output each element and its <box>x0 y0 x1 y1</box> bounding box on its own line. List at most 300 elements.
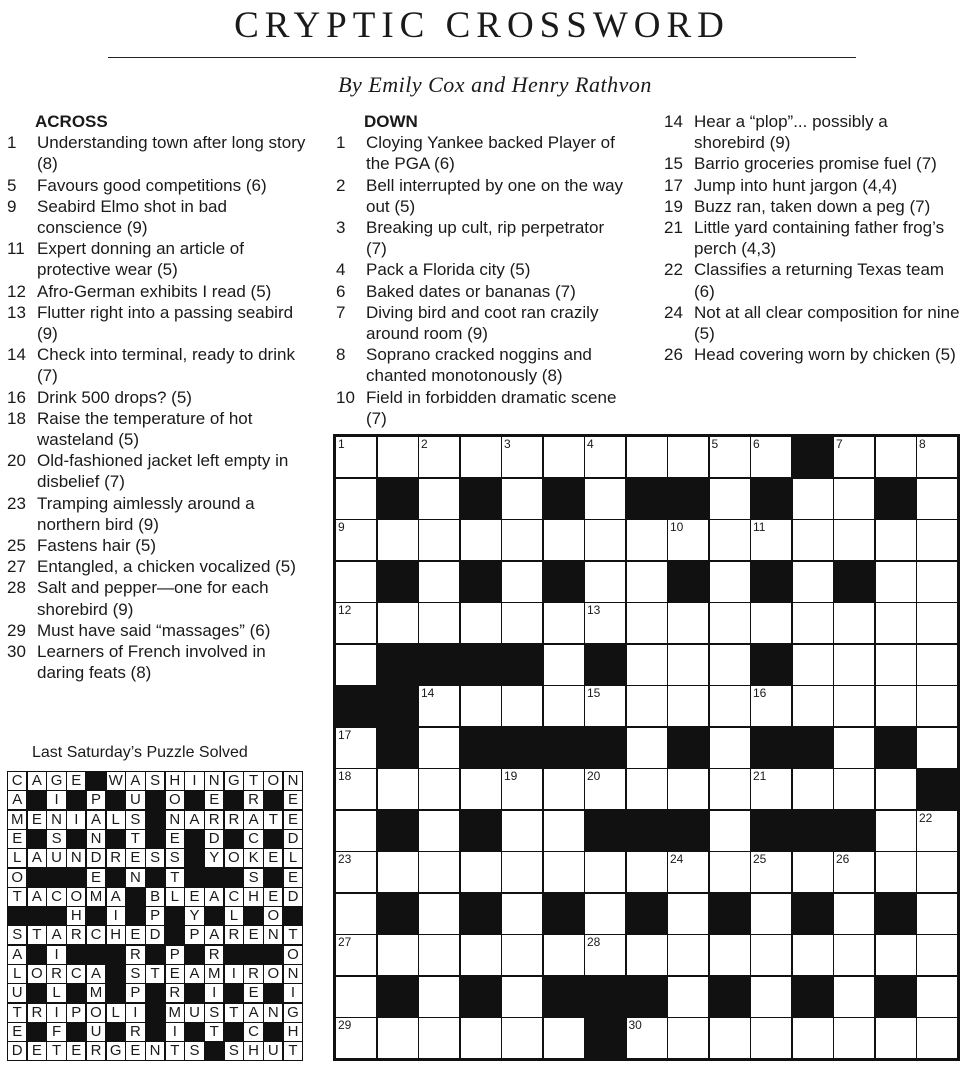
grid-cell[interactable] <box>668 894 708 934</box>
grid-cell[interactable] <box>627 645 667 685</box>
grid-cell[interactable] <box>585 935 625 975</box>
grid-cell[interactable] <box>627 437 667 477</box>
clue[interactable] <box>7 450 312 492</box>
clue[interactable] <box>664 196 962 217</box>
clue[interactable] <box>336 217 626 259</box>
grid-cell[interactable] <box>668 977 708 1017</box>
grid-block <box>751 562 791 602</box>
solved-letter: A <box>28 849 46 867</box>
grid-cell[interactable] <box>419 479 459 519</box>
grid-cell[interactable] <box>834 728 874 768</box>
solved-letter: N <box>166 811 184 829</box>
grid-cell[interactable] <box>793 686 833 726</box>
grid-cell[interactable] <box>876 562 916 602</box>
solved-letter: M <box>166 1004 184 1022</box>
grid-cell[interactable] <box>419 769 459 809</box>
grid-cell[interactable] <box>585 769 625 809</box>
solved-letter: T <box>225 1004 243 1022</box>
clue-number: 27 <box>7 557 26 577</box>
clue-text: Favours good competitions (6) <box>37 175 267 195</box>
solved-letter: T <box>244 772 262 790</box>
clue[interactable] <box>7 281 312 302</box>
grid-cell[interactable] <box>627 686 667 726</box>
clue-text: Raise the temperature of hot wasteland (5) <box>37 408 253 450</box>
grid-cell[interactable] <box>378 520 418 560</box>
grid-cell[interactable] <box>585 894 625 934</box>
solved-block <box>67 1023 85 1041</box>
grid-block <box>751 811 791 851</box>
grid-cell[interactable] <box>336 603 376 643</box>
solved-block <box>28 830 46 848</box>
solved-letter: T <box>166 1042 184 1060</box>
grid-cell[interactable] <box>668 769 708 809</box>
grid-cell[interactable] <box>378 852 418 892</box>
grid-cell[interactable] <box>793 562 833 602</box>
grid-cell[interactable] <box>585 479 625 519</box>
grid-cell[interactable] <box>461 686 501 726</box>
solved-letter: N <box>87 830 105 848</box>
grid-block <box>461 894 501 934</box>
solved-letter: L <box>284 849 302 867</box>
grid-cell[interactable] <box>917 479 957 519</box>
grid-block <box>917 769 957 809</box>
solved-letter: G <box>47 772 65 790</box>
grid-cell[interactable] <box>627 603 667 643</box>
grid-cell[interactable] <box>834 603 874 643</box>
clue[interactable] <box>7 577 312 619</box>
clue[interactable] <box>7 620 312 641</box>
solved-letter: O <box>284 946 302 964</box>
solved-letter: N <box>126 869 144 887</box>
solved-letter: E <box>205 791 223 809</box>
grid-cell[interactable] <box>378 437 418 477</box>
grid-cell[interactable] <box>585 520 625 560</box>
solved-letter: I <box>107 907 125 925</box>
grid-cell[interactable] <box>419 728 459 768</box>
solved-letter: N <box>284 772 302 790</box>
grid-cell[interactable] <box>917 686 957 726</box>
clue-number: 16 <box>7 387 26 407</box>
grid-cell[interactable] <box>876 603 916 643</box>
solved-letter: C <box>244 830 262 848</box>
grid-cell[interactable] <box>834 437 874 477</box>
grid-cell[interactable] <box>585 686 625 726</box>
grid-cell[interactable] <box>834 894 874 934</box>
grid-cell[interactable] <box>419 603 459 643</box>
grid-cell[interactable] <box>502 811 542 851</box>
clue[interactable] <box>664 153 962 174</box>
grid-cell[interactable] <box>876 645 916 685</box>
title-divider <box>108 57 856 58</box>
grid-cell[interactable] <box>668 686 708 726</box>
grid-cell[interactable] <box>876 935 916 975</box>
grid-cell[interactable] <box>751 769 791 809</box>
grid-cell[interactable] <box>751 935 791 975</box>
solved-letter: S <box>185 1042 203 1060</box>
solved-letter: I <box>47 946 65 964</box>
grid-cell[interactable] <box>419 437 459 477</box>
solved-block <box>146 830 164 848</box>
grid-cell[interactable] <box>544 437 584 477</box>
solved-letter: A <box>28 772 46 790</box>
grid-cell[interactable] <box>668 437 708 477</box>
grid-block <box>502 728 542 768</box>
solved-letter: I <box>166 1023 184 1041</box>
grid-cell[interactable] <box>876 686 916 726</box>
grid-cell[interactable] <box>710 520 750 560</box>
grid-cell[interactable] <box>419 562 459 602</box>
grid-cell[interactable] <box>336 852 376 892</box>
grid-cell[interactable] <box>502 437 542 477</box>
grid-cell[interactable] <box>336 562 376 602</box>
grid-cell[interactable] <box>876 852 916 892</box>
grid-cell[interactable] <box>336 479 376 519</box>
grid-cell[interactable] <box>336 811 376 851</box>
solved-letter: M <box>8 811 26 829</box>
grid-block <box>627 479 667 519</box>
grid-cell[interactable] <box>876 437 916 477</box>
grid-cell[interactable] <box>751 1018 791 1058</box>
grid-cell[interactable] <box>710 686 750 726</box>
grid-cell[interactable] <box>793 935 833 975</box>
grid-cell[interactable] <box>419 935 459 975</box>
grid-cell[interactable] <box>336 894 376 934</box>
grid-cell[interactable] <box>751 977 791 1017</box>
grid-cell[interactable] <box>793 769 833 809</box>
grid-cell[interactable] <box>502 894 542 934</box>
grid-cell[interactable] <box>710 852 750 892</box>
grid-cell[interactable] <box>876 1018 916 1058</box>
grid-cell[interactable] <box>502 769 542 809</box>
byline: By Emily Cox and Henry Rathvon <box>338 72 652 97</box>
grid-cell[interactable] <box>544 769 584 809</box>
grid-cell[interactable] <box>668 1018 708 1058</box>
grid-cell[interactable] <box>502 1018 542 1058</box>
grid-cell[interactable] <box>793 520 833 560</box>
grid-cell[interactable] <box>544 686 584 726</box>
grid-cell[interactable] <box>668 520 708 560</box>
clue[interactable] <box>7 493 312 535</box>
clue[interactable] <box>7 535 312 556</box>
solved-letter: A <box>87 811 105 829</box>
grid-cell[interactable] <box>544 520 584 560</box>
grid-cell[interactable] <box>834 1018 874 1058</box>
solved-letter: C <box>8 772 26 790</box>
grid-cell[interactable] <box>502 977 542 1017</box>
clue[interactable] <box>7 641 312 683</box>
grid-cell[interactable] <box>627 935 667 975</box>
grid-cell[interactable] <box>710 769 750 809</box>
grid-cell[interactable] <box>585 562 625 602</box>
grid-cell[interactable] <box>419 852 459 892</box>
solved-letter: P <box>166 946 184 964</box>
solved-letter: M <box>87 888 105 906</box>
solved-letter: F <box>47 1023 65 1041</box>
grid-cell[interactable] <box>917 645 957 685</box>
solved-block <box>146 811 164 829</box>
grid-cell[interactable] <box>917 437 957 477</box>
grid-cell[interactable] <box>378 769 418 809</box>
grid-cell[interactable] <box>502 686 542 726</box>
grid-cell[interactable] <box>378 935 418 975</box>
solved-letter: C <box>47 888 65 906</box>
solved-block <box>28 984 46 1002</box>
clue[interactable] <box>664 302 962 344</box>
grid-cell[interactable] <box>751 686 791 726</box>
cell-number: 11 <box>753 520 766 534</box>
clue[interactable] <box>336 281 626 302</box>
grid-cell[interactable] <box>502 479 542 519</box>
solved-letter: Y <box>205 849 223 867</box>
grid-cell[interactable] <box>336 520 376 560</box>
grid-cell[interactable] <box>585 437 625 477</box>
grid-cell[interactable] <box>834 686 874 726</box>
grid-cell[interactable] <box>502 603 542 643</box>
grid-cell[interactable] <box>834 645 874 685</box>
solved-block <box>146 791 164 809</box>
solved-block <box>225 869 243 887</box>
grid-block <box>668 728 708 768</box>
solved-block <box>126 888 144 906</box>
grid-cell[interactable] <box>336 935 376 975</box>
grid-cell[interactable] <box>751 852 791 892</box>
clue[interactable] <box>664 344 962 365</box>
solved-letter: R <box>244 965 262 983</box>
grid-cell[interactable] <box>917 562 957 602</box>
clue-text: Diving bird and coot ran crazily around room (9) <box>366 302 599 344</box>
clue[interactable] <box>7 556 312 577</box>
clue-text: Afro-German exhibits I read (5) <box>37 281 272 301</box>
grid-block <box>834 811 874 851</box>
grid-cell[interactable] <box>710 437 750 477</box>
grid-cell[interactable] <box>502 562 542 602</box>
clue-number: 18 <box>7 408 26 428</box>
clue[interactable] <box>7 196 312 238</box>
solved-letter: D <box>8 1042 26 1060</box>
clue[interactable] <box>336 132 626 174</box>
grid-cell[interactable] <box>917 520 957 560</box>
clue[interactable] <box>336 175 626 217</box>
grid-cell[interactable] <box>461 769 501 809</box>
solved-letter: A <box>205 888 223 906</box>
grid-cell[interactable] <box>710 728 750 768</box>
solved-letter: T <box>8 1004 26 1022</box>
grid-block <box>461 562 501 602</box>
solved-letter: U <box>87 1023 105 1041</box>
clue[interactable] <box>664 259 962 301</box>
grid-cell[interactable] <box>544 1018 584 1058</box>
grid-cell[interactable] <box>834 852 874 892</box>
grid-cell[interactable] <box>834 935 874 975</box>
grid-block <box>378 977 418 1017</box>
clue[interactable] <box>664 217 962 259</box>
clue[interactable] <box>336 344 626 386</box>
grid-cell[interactable] <box>793 1018 833 1058</box>
grid-cell[interactable] <box>876 811 916 851</box>
grid-cell[interactable] <box>668 852 708 892</box>
grid-cell[interactable] <box>834 769 874 809</box>
grid-cell[interactable] <box>793 603 833 643</box>
clue[interactable] <box>7 238 312 280</box>
clue[interactable] <box>336 302 626 344</box>
grid-cell[interactable] <box>876 769 916 809</box>
clue-text: Flutter right into a passing seabird (9) <box>37 302 294 344</box>
grid-cell[interactable] <box>668 645 708 685</box>
grid-cell[interactable] <box>419 686 459 726</box>
cell-number: 20 <box>587 769 601 783</box>
cell-number: 23 <box>338 852 352 866</box>
clue-number: 23 <box>7 493 26 513</box>
clue[interactable] <box>664 175 962 196</box>
grid-cell[interactable] <box>917 603 957 643</box>
solved-letter: E <box>126 1042 144 1060</box>
grid-cell[interactable] <box>793 852 833 892</box>
grid-cell[interactable] <box>336 728 376 768</box>
grid-cell[interactable] <box>834 479 874 519</box>
grid-cell[interactable] <box>751 603 791 643</box>
solved-letter: B <box>146 888 164 906</box>
grid-cell[interactable] <box>461 603 501 643</box>
grid-cell[interactable] <box>710 562 750 602</box>
grid-cell[interactable] <box>627 852 667 892</box>
grid-block <box>627 894 667 934</box>
grid-cell[interactable] <box>917 1018 957 1058</box>
solved-letter: O <box>67 888 85 906</box>
grid-cell[interactable] <box>336 645 376 685</box>
grid-cell[interactable] <box>627 769 667 809</box>
cell-number: 19 <box>504 769 518 783</box>
clue[interactable] <box>7 408 312 450</box>
grid-cell[interactable] <box>544 811 584 851</box>
solved-letter: R <box>225 926 243 944</box>
grid-cell[interactable] <box>336 769 376 809</box>
clue-number: 2 <box>336 175 346 195</box>
clue-number: 1 <box>336 133 346 153</box>
clue[interactable] <box>7 387 312 408</box>
clue[interactable] <box>336 387 626 429</box>
grid-cell[interactable] <box>461 852 501 892</box>
solved-letter: U <box>8 984 26 1002</box>
clue-text: Barrio groceries promise fuel (7) <box>694 154 937 174</box>
solved-letter: A <box>47 926 65 944</box>
grid-cell[interactable] <box>834 977 874 1017</box>
grid-cell[interactable] <box>585 603 625 643</box>
grid-cell[interactable] <box>585 852 625 892</box>
grid-cell[interactable] <box>544 935 584 975</box>
grid-cell[interactable] <box>336 977 376 1017</box>
clue-number: 7 <box>336 302 346 322</box>
grid-cell[interactable] <box>419 811 459 851</box>
grid-cell[interactable] <box>710 1018 750 1058</box>
grid-cell[interactable] <box>502 520 542 560</box>
grid-block <box>876 479 916 519</box>
cell-number: 22 <box>919 810 933 825</box>
cell-number: 13 <box>587 603 601 617</box>
solved-letter: I <box>284 984 302 1002</box>
grid-cell[interactable] <box>378 1018 418 1058</box>
grid-cell[interactable] <box>668 935 708 975</box>
grid-cell[interactable] <box>419 520 459 560</box>
grid-cell[interactable] <box>917 935 957 975</box>
grid-block <box>544 728 584 768</box>
grid-cell[interactable] <box>627 728 667 768</box>
grid-cell[interactable] <box>544 852 584 892</box>
grid-cell[interactable] <box>710 645 750 685</box>
solved-block <box>225 1023 243 1041</box>
grid-cell[interactable] <box>751 520 791 560</box>
grid-cell[interactable] <box>917 852 957 892</box>
clue[interactable] <box>7 344 312 386</box>
grid-cell[interactable] <box>419 1018 459 1058</box>
grid-cell[interactable] <box>710 479 750 519</box>
clue-text: Expert donning an article of protective wear (5) <box>37 239 244 280</box>
cell-number: 24 <box>670 852 684 866</box>
grid-cell[interactable] <box>461 1018 501 1058</box>
grid-cell[interactable] <box>627 562 667 602</box>
grid-cell[interactable] <box>502 852 542 892</box>
grid-cell[interactable] <box>502 935 542 975</box>
grid-cell[interactable] <box>710 935 750 975</box>
grid-cell[interactable] <box>461 437 501 477</box>
grid-cell[interactable] <box>668 603 708 643</box>
grid-cell[interactable] <box>419 977 459 1017</box>
clue-text: Cloying Yankee backed Player of the PGA (6) <box>366 133 615 174</box>
grid-cell[interactable] <box>336 1018 376 1058</box>
grid-block <box>378 811 418 851</box>
grid-cell[interactable] <box>461 935 501 975</box>
grid-cell[interactable] <box>917 728 957 768</box>
solved-letter: R <box>205 811 223 829</box>
grid-cell[interactable] <box>627 1018 667 1058</box>
solved-letter: G <box>225 772 243 790</box>
clue[interactable] <box>7 302 312 344</box>
grid-cell[interactable] <box>834 520 874 560</box>
grid-cell[interactable] <box>710 603 750 643</box>
clue[interactable] <box>664 111 962 153</box>
grid-cell[interactable] <box>876 520 916 560</box>
grid-cell[interactable] <box>751 894 791 934</box>
grid-block <box>793 437 833 477</box>
clue[interactable] <box>7 132 312 174</box>
grid-cell[interactable] <box>461 520 501 560</box>
grid-cell[interactable] <box>336 437 376 477</box>
grid-cell[interactable] <box>378 603 418 643</box>
cell-number: 16 <box>753 686 767 700</box>
grid-cell[interactable] <box>793 479 833 519</box>
clue[interactable] <box>7 175 312 196</box>
grid-cell[interactable] <box>751 437 791 477</box>
solved-block <box>67 869 85 887</box>
clue[interactable] <box>336 259 626 280</box>
grid-cell[interactable] <box>419 894 459 934</box>
grid-cell[interactable] <box>917 811 957 851</box>
grid-cell[interactable] <box>793 645 833 685</box>
solved-letter: I <box>47 791 65 809</box>
grid-cell[interactable] <box>544 603 584 643</box>
solved-letter: N <box>284 965 302 983</box>
grid-cell[interactable] <box>917 977 957 1017</box>
grid-cell[interactable] <box>710 811 750 851</box>
clue-text: Learners of French involved in daring feats (8) <box>37 642 266 683</box>
grid-cell[interactable] <box>917 894 957 934</box>
solved-letter: R <box>47 965 65 983</box>
solved-letter: C <box>225 888 243 906</box>
grid-cell[interactable] <box>544 645 584 685</box>
grid-block <box>378 479 418 519</box>
clue-text: Baked dates or bananas (7) <box>366 281 576 301</box>
grid-block <box>419 645 459 685</box>
grid-cell[interactable] <box>627 520 667 560</box>
